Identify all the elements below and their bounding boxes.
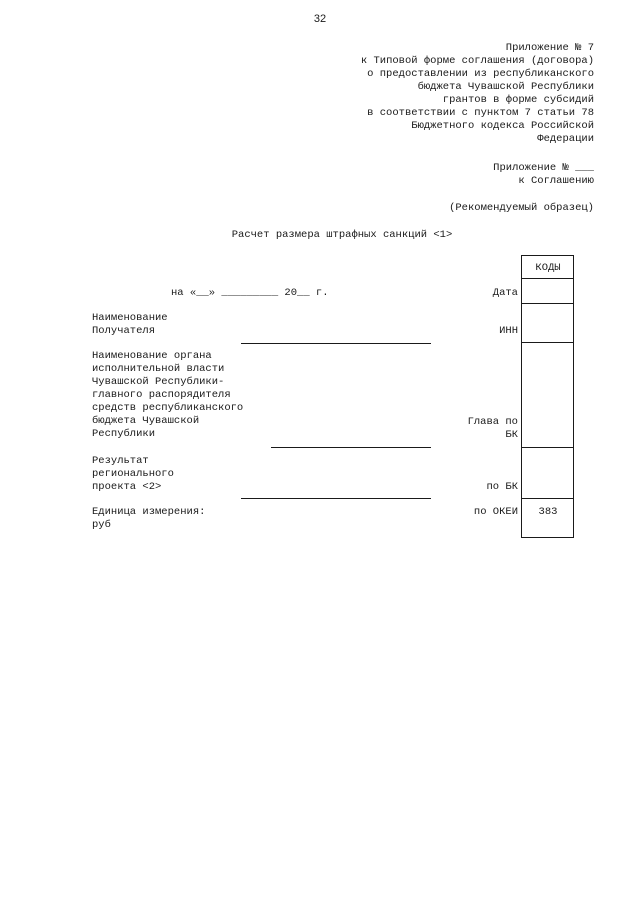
appendix-header-line: в соответствии с пунктом 7 статьи 78 xyxy=(367,107,594,119)
sample-note: (Рекомендуемый образец) xyxy=(449,202,594,214)
inn-code-cell xyxy=(521,303,574,343)
okei-code-cell xyxy=(521,498,574,538)
appendix-header-line: бюджета Чувашской Республики xyxy=(417,81,594,93)
organ-underline xyxy=(271,447,431,448)
page-number: 32 xyxy=(313,13,327,25)
unit-label: Единица измерения: xyxy=(92,506,206,518)
by-bk-label: по БК xyxy=(486,481,518,493)
inn-label: ИНН xyxy=(499,325,518,337)
appendix-header-line: грантов в форме субсидий xyxy=(442,94,594,106)
agreement-label: к Соглашению xyxy=(518,175,594,187)
date-line: на «__» _________ 20__ г. xyxy=(171,287,329,299)
organ-label-line: Наименование органа xyxy=(92,350,212,362)
bk-chapter-label: БК xyxy=(505,429,518,441)
codes-header: КОДЫ xyxy=(535,262,561,274)
appendix-number-label: Приложение № ___ xyxy=(493,162,594,174)
appendix-header-line: Федерации xyxy=(537,133,594,145)
bk-chapter-code-cell xyxy=(521,342,574,448)
document-title: Расчет размера штрафных санкций <1> xyxy=(231,229,453,241)
organ-label-line: главного распорядителя xyxy=(92,389,231,401)
organ-label-line: Чувашской Республики- xyxy=(92,376,225,388)
result-underline xyxy=(241,498,431,499)
codes-header-cell xyxy=(521,255,574,279)
organ-label-line: бюджета Чувашской xyxy=(92,415,200,427)
okei-label: по ОКЕИ xyxy=(473,506,518,518)
recipient-label: Наименование xyxy=(92,312,168,324)
organ-label-line: Республики xyxy=(92,428,156,440)
unit-value: руб xyxy=(92,519,111,531)
appendix-header-line: к Типовой форме соглашения (договора) xyxy=(360,55,594,67)
okei-code: 383 xyxy=(538,506,558,518)
result-label-line: проекта <2> xyxy=(92,481,162,493)
bk-code-cell xyxy=(521,447,574,499)
appendix-header-line: о предоставлении из республиканского xyxy=(367,68,594,80)
bk-chapter-label: Глава по xyxy=(467,416,518,428)
appendix-header-line: Приложение № 7 xyxy=(505,42,594,54)
result-label-line: Результат xyxy=(92,455,149,467)
organ-label-line: средств республиканского xyxy=(92,402,244,414)
date-label: Дата xyxy=(492,287,518,299)
date-code-cell xyxy=(521,278,574,304)
recipient-underline xyxy=(241,343,431,344)
appendix-header-line: Бюджетного кодекса Российской xyxy=(411,120,594,132)
recipient-label: Получателя xyxy=(92,325,156,337)
organ-label-line: исполнительной власти xyxy=(92,363,225,375)
result-label-line: регионального xyxy=(92,468,174,480)
